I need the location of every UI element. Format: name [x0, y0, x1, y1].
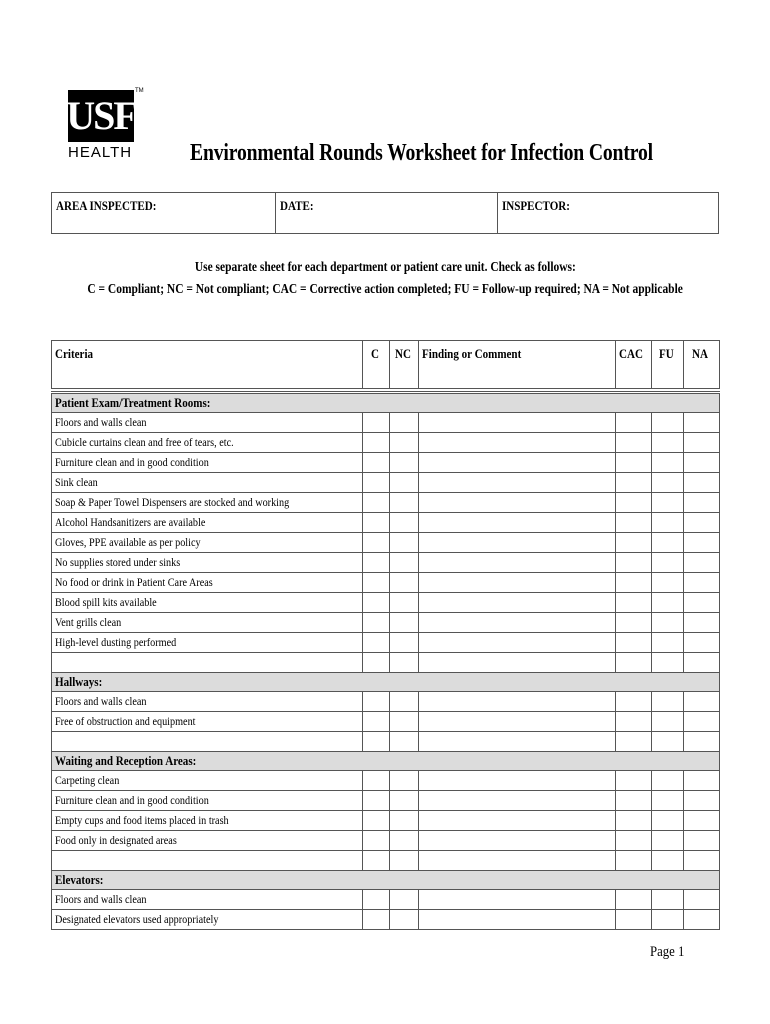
- finding-comment-cell[interactable]: [419, 732, 616, 752]
- nc-checkbox-cell[interactable]: [390, 910, 419, 930]
- fu-checkbox-cell[interactable]: [652, 851, 684, 871]
- fu-checkbox-cell[interactable]: [652, 653, 684, 673]
- fu-checkbox-cell[interactable]: [652, 593, 684, 613]
- col-cac: CAC: [616, 341, 652, 389]
- criteria-cell: Empty cups and food items placed in trash: [52, 811, 363, 831]
- fu-checkbox-cell[interactable]: [652, 771, 684, 791]
- c-checkbox-cell[interactable]: [363, 692, 390, 712]
- finding-comment-cell[interactable]: [419, 890, 616, 910]
- fu-checkbox-cell[interactable]: [652, 831, 684, 851]
- finding-comment-cell[interactable]: [419, 811, 616, 831]
- c-checkbox-cell[interactable]: [363, 533, 390, 553]
- cac-checkbox-cell[interactable]: [616, 771, 652, 791]
- cac-checkbox-cell[interactable]: [616, 791, 652, 811]
- page-number: Page 1: [650, 944, 685, 960]
- nc-checkbox-cell[interactable]: [390, 811, 419, 831]
- area-inspected-label: AREA INSPECTED:: [56, 198, 157, 213]
- fu-checkbox-cell[interactable]: [652, 473, 684, 493]
- c-checkbox-cell[interactable]: [363, 890, 390, 910]
- c-checkbox-cell[interactable]: [363, 433, 390, 453]
- na-checkbox-cell[interactable]: [684, 593, 720, 613]
- finding-comment-cell[interactable]: [419, 771, 616, 791]
- c-checkbox-cell[interactable]: [363, 513, 390, 533]
- criteria-cell: Floors and walls clean: [52, 692, 363, 712]
- criteria-cell: Cubicle curtains clean and free of tears, etc.: [52, 433, 363, 453]
- table-row: [52, 910, 720, 930]
- c-checkbox-cell[interactable]: [363, 613, 390, 633]
- na-checkbox-cell[interactable]: [684, 653, 720, 673]
- fu-checkbox-cell[interactable]: [652, 613, 684, 633]
- nc-checkbox-cell[interactable]: [390, 771, 419, 791]
- table-row: [52, 473, 720, 493]
- na-checkbox-cell[interactable]: [684, 910, 720, 930]
- fu-checkbox-cell[interactable]: [652, 692, 684, 712]
- criteria-cell: Furniture clean and in good condition: [52, 453, 363, 473]
- cac-checkbox-cell[interactable]: [616, 493, 652, 513]
- c-checkbox-cell[interactable]: [363, 413, 390, 433]
- finding-comment-cell[interactable]: [419, 453, 616, 473]
- trademark-mark: TM: [135, 88, 144, 94]
- date-field[interactable]: [276, 193, 498, 233]
- nc-checkbox-cell[interactable]: [390, 712, 419, 732]
- finding-comment-cell[interactable]: [419, 712, 616, 732]
- nc-checkbox-cell[interactable]: [390, 553, 419, 573]
- table-row: [52, 712, 720, 732]
- criteria-cell: [52, 732, 363, 752]
- finding-comment-cell[interactable]: [419, 413, 616, 433]
- cac-checkbox-cell[interactable]: [616, 910, 652, 930]
- fu-checkbox-cell[interactable]: [652, 732, 684, 752]
- nc-checkbox-cell[interactable]: [390, 493, 419, 513]
- na-checkbox-cell[interactable]: [684, 573, 720, 593]
- fu-checkbox-cell[interactable]: [652, 513, 684, 533]
- na-checkbox-cell[interactable]: [684, 413, 720, 433]
- col-nc: NC: [390, 341, 419, 389]
- nc-checkbox-cell[interactable]: [390, 433, 419, 453]
- na-checkbox-cell[interactable]: [684, 890, 720, 910]
- finding-comment-cell[interactable]: [419, 553, 616, 573]
- cac-checkbox-cell[interactable]: [616, 831, 652, 851]
- finding-comment-cell[interactable]: [419, 791, 616, 811]
- cac-checkbox-cell[interactable]: [616, 653, 652, 673]
- na-checkbox-cell[interactable]: [684, 513, 720, 533]
- fu-checkbox-cell[interactable]: [652, 433, 684, 453]
- nc-checkbox-cell[interactable]: [390, 613, 419, 633]
- section-header: [52, 752, 720, 771]
- nc-checkbox-cell[interactable]: [390, 633, 419, 653]
- criteria-cell: Alcohol Handsanitizers are available: [52, 513, 363, 533]
- fu-checkbox-cell[interactable]: [652, 890, 684, 910]
- area-inspected-field[interactable]: [52, 193, 276, 233]
- na-checkbox-cell[interactable]: [684, 732, 720, 752]
- fu-checkbox-cell[interactable]: [652, 413, 684, 433]
- col-na: NA: [684, 341, 720, 389]
- instructions-legend: C = Compliant; NC = Not compliant; CAC = Corrective action completed; FU = Follow-up required; NA = Not applicable: [87, 282, 683, 297]
- table-row: [52, 791, 720, 811]
- c-checkbox-cell[interactable]: [363, 771, 390, 791]
- nc-checkbox-cell[interactable]: [390, 653, 419, 673]
- finding-comment-cell[interactable]: [419, 533, 616, 553]
- finding-comment-cell[interactable]: [419, 473, 616, 493]
- c-checkbox-cell[interactable]: [363, 653, 390, 673]
- cac-checkbox-cell[interactable]: [616, 453, 652, 473]
- nc-checkbox-cell[interactable]: [390, 413, 419, 433]
- col-c: C: [363, 341, 390, 389]
- section-title: Waiting and Reception Areas:: [52, 752, 720, 771]
- criteria-cell: Designated elevators used appropriately: [52, 910, 363, 930]
- c-checkbox-cell[interactable]: [363, 811, 390, 831]
- cac-checkbox-cell[interactable]: [616, 732, 652, 752]
- table-row: [52, 732, 720, 752]
- cac-checkbox-cell[interactable]: [616, 613, 652, 633]
- finding-comment-cell[interactable]: [419, 653, 616, 673]
- inspection-header-box: [51, 192, 719, 234]
- na-checkbox-cell[interactable]: [684, 811, 720, 831]
- fu-checkbox-cell[interactable]: [652, 533, 684, 553]
- nc-checkbox-cell[interactable]: [390, 890, 419, 910]
- na-checkbox-cell[interactable]: [684, 553, 720, 573]
- criteria-cell: High-level dusting performed: [52, 633, 363, 653]
- finding-comment-cell[interactable]: [419, 433, 616, 453]
- usf-health-logo: [66, 88, 144, 161]
- na-checkbox-cell[interactable]: [684, 453, 720, 473]
- table-row: [52, 771, 720, 791]
- cac-checkbox-cell[interactable]: [616, 593, 652, 613]
- nc-checkbox-cell[interactable]: [390, 791, 419, 811]
- fu-checkbox-cell[interactable]: [652, 453, 684, 473]
- nc-checkbox-cell[interactable]: [390, 732, 419, 752]
- col-finding: Finding or Comment: [419, 341, 616, 389]
- finding-comment-cell[interactable]: [419, 692, 616, 712]
- cac-checkbox-cell[interactable]: [616, 633, 652, 653]
- cac-checkbox-cell[interactable]: [616, 890, 652, 910]
- table-row: [52, 513, 720, 533]
- na-checkbox-cell[interactable]: [684, 851, 720, 871]
- table-row: [52, 633, 720, 653]
- col-fu: FU: [652, 341, 684, 389]
- c-checkbox-cell[interactable]: [363, 633, 390, 653]
- c-checkbox-cell[interactable]: [363, 910, 390, 930]
- criteria-cell: Furniture clean and in good condition: [52, 791, 363, 811]
- c-checkbox-cell[interactable]: [363, 831, 390, 851]
- table-row: [52, 890, 720, 910]
- na-checkbox-cell[interactable]: [684, 493, 720, 513]
- na-checkbox-cell[interactable]: [684, 433, 720, 453]
- table-header-row: [52, 341, 720, 389]
- criteria-cell: Food only in designated areas: [52, 831, 363, 851]
- nc-checkbox-cell[interactable]: [390, 513, 419, 533]
- usf-logo-mark: USF: [68, 90, 134, 142]
- finding-comment-cell[interactable]: [419, 493, 616, 513]
- finding-comment-cell[interactable]: [419, 831, 616, 851]
- table-row: [52, 811, 720, 831]
- nc-checkbox-cell[interactable]: [390, 453, 419, 473]
- c-checkbox-cell[interactable]: [363, 732, 390, 752]
- table-row: [52, 613, 720, 633]
- finding-comment-cell[interactable]: [419, 851, 616, 871]
- finding-comment-cell[interactable]: [419, 633, 616, 653]
- cac-checkbox-cell[interactable]: [616, 573, 652, 593]
- table-row: [52, 593, 720, 613]
- c-checkbox-cell[interactable]: [363, 593, 390, 613]
- criteria-cell: Carpeting clean: [52, 771, 363, 791]
- table-row: [52, 533, 720, 553]
- table-row: [52, 573, 720, 593]
- cac-checkbox-cell[interactable]: [616, 433, 652, 453]
- c-checkbox-cell[interactable]: [363, 712, 390, 732]
- criteria-cell: No supplies stored under sinks: [52, 553, 363, 573]
- c-checkbox-cell[interactable]: [363, 553, 390, 573]
- criteria-cell: Sink clean: [52, 473, 363, 493]
- col-criteria: Criteria: [52, 341, 363, 389]
- nc-checkbox-cell[interactable]: [390, 831, 419, 851]
- nc-checkbox-cell[interactable]: [390, 593, 419, 613]
- finding-comment-cell[interactable]: [419, 593, 616, 613]
- criteria-cell: [52, 851, 363, 871]
- cac-checkbox-cell[interactable]: [616, 851, 652, 871]
- criteria-cell: Soap & Paper Towel Dispensers are stocked and working: [52, 493, 363, 513]
- criteria-cell: Gloves, PPE available as per policy: [52, 533, 363, 553]
- table-row: [52, 831, 720, 851]
- finding-comment-cell[interactable]: [419, 573, 616, 593]
- criteria-cell: Floors and walls clean: [52, 890, 363, 910]
- c-checkbox-cell[interactable]: [363, 493, 390, 513]
- page-title: Environmental Rounds Worksheet for Infection Control: [190, 140, 653, 166]
- na-checkbox-cell[interactable]: [684, 771, 720, 791]
- c-checkbox-cell[interactable]: [363, 573, 390, 593]
- cac-checkbox-cell[interactable]: [616, 811, 652, 831]
- criteria-cell: Vent grills clean: [52, 613, 363, 633]
- criteria-cell: Free of obstruction and equipment: [52, 712, 363, 732]
- na-checkbox-cell[interactable]: [684, 692, 720, 712]
- na-checkbox-cell[interactable]: [684, 533, 720, 553]
- table-row: [52, 413, 720, 433]
- section-title: Hallways:: [52, 673, 720, 692]
- fu-checkbox-cell[interactable]: [652, 493, 684, 513]
- fu-checkbox-cell[interactable]: [652, 712, 684, 732]
- fu-checkbox-cell[interactable]: [652, 791, 684, 811]
- section-header: [52, 673, 720, 692]
- nc-checkbox-cell[interactable]: [390, 573, 419, 593]
- table-row: [52, 553, 720, 573]
- instructions-line-1: Use separate sheet for each department or patient care unit. Check as follows:: [194, 260, 576, 275]
- criteria-cell: Blood spill kits available: [52, 593, 363, 613]
- criteria-table: [51, 340, 720, 930]
- c-checkbox-cell[interactable]: [363, 791, 390, 811]
- table-row: [52, 692, 720, 712]
- nc-checkbox-cell[interactable]: [390, 473, 419, 493]
- section-title: Elevators:: [52, 871, 720, 890]
- section-header: [52, 393, 720, 413]
- fu-checkbox-cell[interactable]: [652, 811, 684, 831]
- c-checkbox-cell[interactable]: [363, 473, 390, 493]
- nc-checkbox-cell[interactable]: [390, 851, 419, 871]
- cac-checkbox-cell[interactable]: [616, 553, 652, 573]
- na-checkbox-cell[interactable]: [684, 613, 720, 633]
- inspector-field[interactable]: [498, 193, 718, 233]
- inspector-label: INSPECTOR:: [502, 198, 570, 213]
- cac-checkbox-cell[interactable]: [616, 413, 652, 433]
- date-label: DATE:: [280, 198, 314, 213]
- table-row: [52, 653, 720, 673]
- criteria-cell: No food or drink in Patient Care Areas: [52, 573, 363, 593]
- section-header: [52, 871, 720, 890]
- na-checkbox-cell[interactable]: [684, 473, 720, 493]
- na-checkbox-cell[interactable]: [684, 831, 720, 851]
- logo-health-text: HEALTH: [68, 144, 133, 161]
- criteria-cell: Floors and walls clean: [52, 413, 363, 433]
- cac-checkbox-cell[interactable]: [616, 692, 652, 712]
- na-checkbox-cell[interactable]: [684, 712, 720, 732]
- cac-checkbox-cell[interactable]: [616, 712, 652, 732]
- fu-checkbox-cell[interactable]: [652, 910, 684, 930]
- nc-checkbox-cell[interactable]: [390, 533, 419, 553]
- finding-comment-cell[interactable]: [419, 513, 616, 533]
- cac-checkbox-cell[interactable]: [616, 473, 652, 493]
- finding-comment-cell[interactable]: [419, 910, 616, 930]
- c-checkbox-cell[interactable]: [363, 851, 390, 871]
- fu-checkbox-cell[interactable]: [652, 633, 684, 653]
- na-checkbox-cell[interactable]: [684, 791, 720, 811]
- nc-checkbox-cell[interactable]: [390, 692, 419, 712]
- cac-checkbox-cell[interactable]: [616, 513, 652, 533]
- cac-checkbox-cell[interactable]: [616, 533, 652, 553]
- fu-checkbox-cell[interactable]: [652, 553, 684, 573]
- table-row: [52, 453, 720, 473]
- c-checkbox-cell[interactable]: [363, 453, 390, 473]
- na-checkbox-cell[interactable]: [684, 633, 720, 653]
- table-row: [52, 433, 720, 453]
- finding-comment-cell[interactable]: [419, 613, 616, 633]
- table-row: [52, 493, 720, 513]
- fu-checkbox-cell[interactable]: [652, 573, 684, 593]
- table-row: [52, 851, 720, 871]
- section-title: Patient Exam/Treatment Rooms:: [52, 393, 720, 413]
- criteria-cell: [52, 653, 363, 673]
